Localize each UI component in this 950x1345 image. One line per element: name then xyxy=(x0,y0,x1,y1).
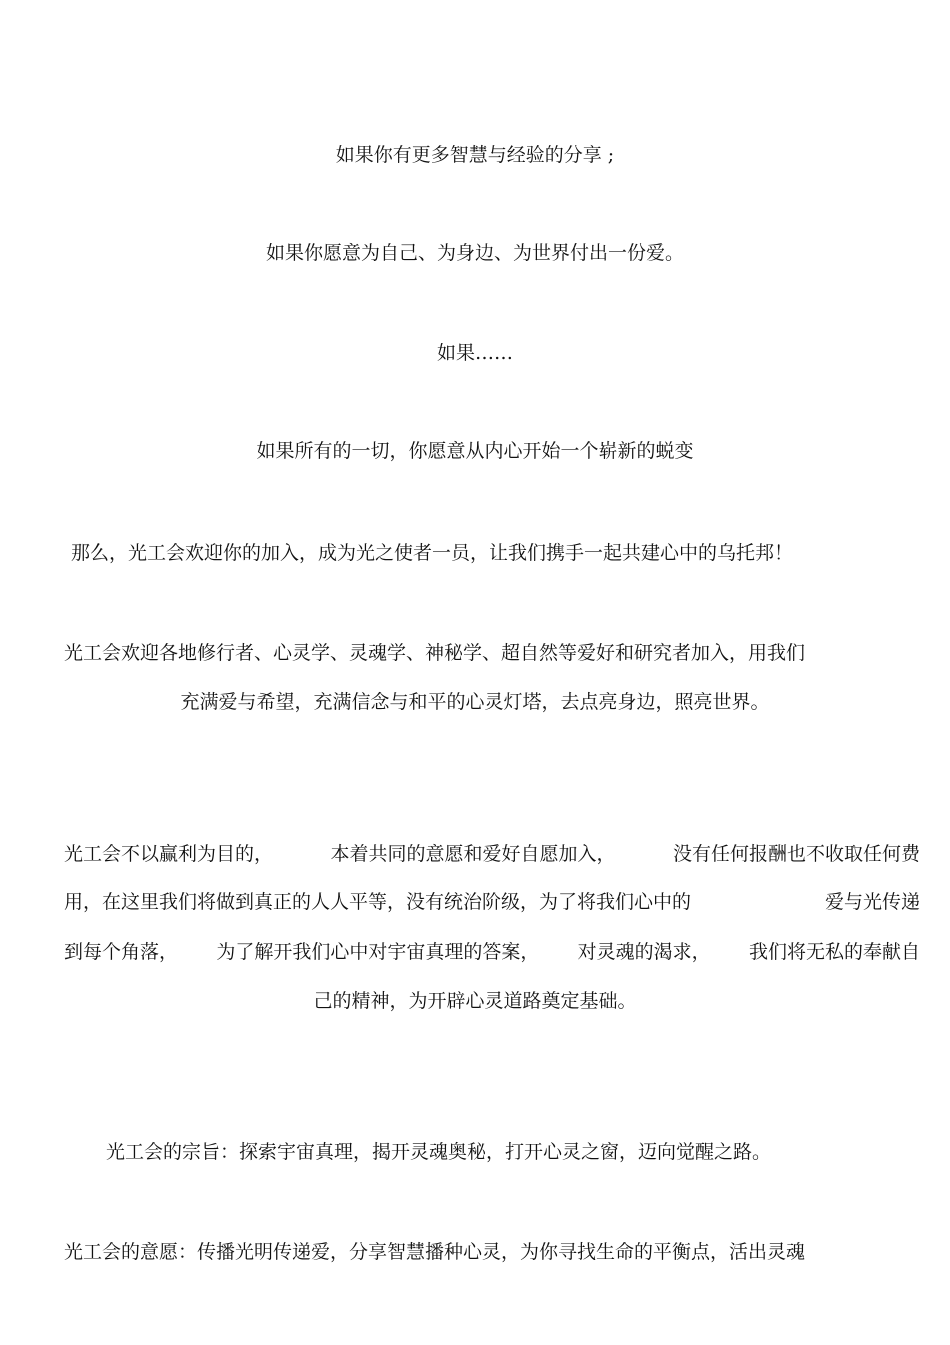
text-segment: 光工会不以赢利为目的， xyxy=(64,843,274,865)
text-segment: 本着共同的意愿和爱好自愿加入， xyxy=(330,843,616,865)
paragraph-invite-line-1: 光工会欢迎各地修行者、心灵学、灵魂学、神秘学、超自然等爱好和研究者加入，用我们 xyxy=(64,642,806,664)
paragraph-wisdom: 如果你有更多智慧与经验的分享 ; xyxy=(335,144,615,166)
paragraph-transformation: 如果所有的一切，你愿意从内心开始一个崭新的蜕变 xyxy=(256,440,694,462)
text-segment: 为了解开我们心中对宇宙真理的答案， xyxy=(216,941,540,963)
paragraph-nonprofit-line-4: 己的精神，为开辟心灵道路奠定基础。 xyxy=(313,990,637,1012)
text-segment: 爱与光传递 xyxy=(824,891,920,913)
paragraph-love: 如果你愿意为自己、为身边、为世界付出一份爱。 xyxy=(265,242,684,264)
paragraph-if: 如果…… xyxy=(436,342,513,364)
text-segment: 对灵魂的渴求， xyxy=(577,941,711,963)
paragraph-welcome: 那么，光工会欢迎你的加入，成为光之使者一员，让我们携手一起共建心中的乌托邦！ xyxy=(71,542,794,564)
text-segment: 用，在这里我们将做到真正的人人平等，没有统治阶级，为了将我们心中的 xyxy=(64,891,692,913)
paragraph-nonprofit-line-3 xyxy=(64,940,920,964)
text-segment: 我们将无私的奉献自 xyxy=(748,941,920,963)
text-segment: 到每个角落， xyxy=(64,941,179,963)
paragraph-nonprofit-line-1 xyxy=(64,842,920,866)
paragraph-invite-line-2: 充满爱与希望，充满信念与和平的心灵灯塔，去点亮身边，照亮世界。 xyxy=(180,691,770,713)
paragraph-purpose: 光工会的宗旨：探索宇宙真理，揭开灵魂奥秘，打开心灵之窗，迈向觉醒之路。 xyxy=(106,1141,772,1163)
paragraph-aspiration: 光工会的意愿：传播光明传递爱，分享智慧播种心灵，为你寻找生命的平衡点，活出灵魂 xyxy=(64,1241,806,1263)
text-segment: 没有任何报酬也不收取任何费 xyxy=(672,843,920,865)
paragraph-nonprofit-line-2 xyxy=(64,890,920,914)
